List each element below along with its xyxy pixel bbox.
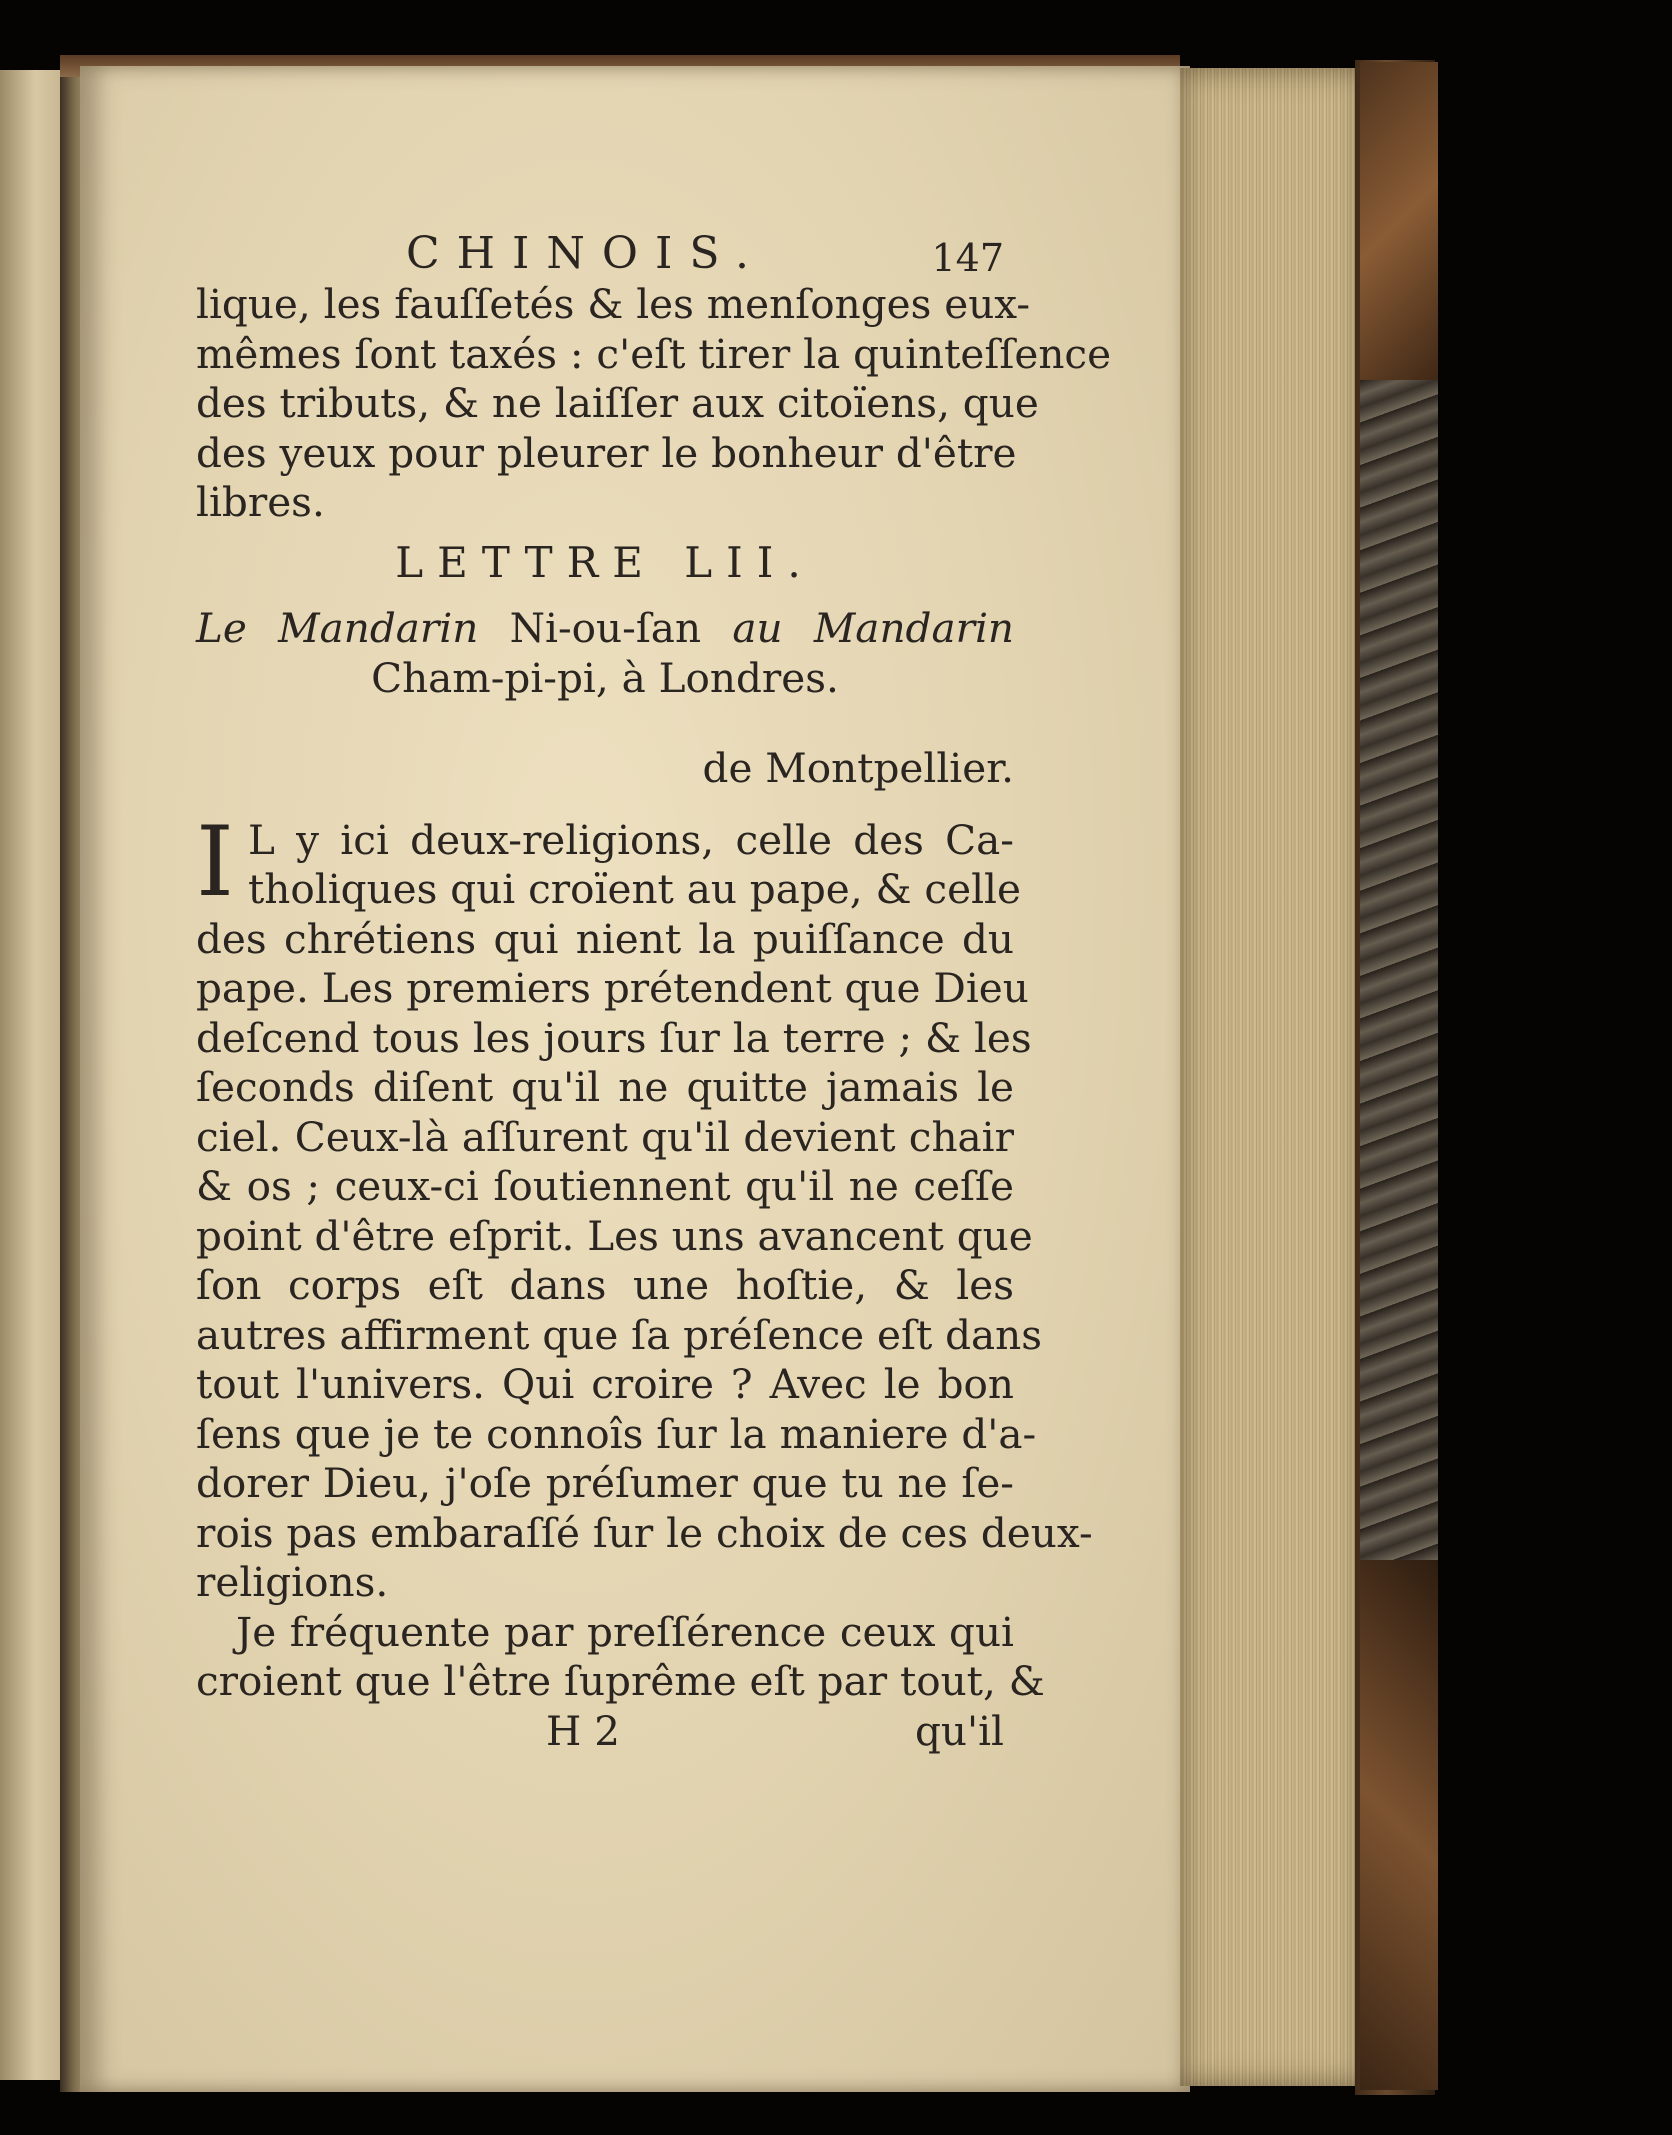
text-line: tout l'univers. Qui croire ? Avec le bon xyxy=(196,1360,1014,1408)
page-number: 147 xyxy=(931,236,1004,280)
text-line: croient que l'être ſuprême eſt par tout, & xyxy=(196,1657,1045,1705)
text-line: des tributs, & ne laiſſer aux citoïens, que xyxy=(196,379,1039,427)
text-line: pape. Les premiers prétendent que Dieu xyxy=(196,964,1029,1012)
page-header xyxy=(196,228,1014,284)
text-line: L y ici deux-religions, celle des Ca- xyxy=(248,815,1014,864)
text-line: dorer Dieu, j'oſe préſumer que tu ne ſe- xyxy=(196,1459,1014,1507)
address-line xyxy=(196,604,1014,654)
marbled-cover xyxy=(1360,380,1438,1560)
address-italic: Le Mandarin xyxy=(196,603,479,652)
text-line: religions. xyxy=(196,1558,389,1606)
text-line: & os ; ceux-ci ſoutiennent qu'il ne ceſſe xyxy=(196,1162,1014,1210)
text-line: ſeconds diſent qu'il ne quitte jamais le xyxy=(196,1063,1014,1111)
letter-heading: LETTRE LII. xyxy=(395,537,815,587)
place-line: de Montpellier. xyxy=(702,743,1014,792)
recipient-line: Cham-pi-pi, à Londres. xyxy=(371,653,839,702)
address-italic: au Mandarin xyxy=(732,603,1015,652)
text-line: ſens que je te connoîs ſur la maniere d'a- xyxy=(196,1409,1037,1458)
page-footer xyxy=(196,1707,1014,1757)
text-line: des yeux pour pleurer le bonheur d'être xyxy=(196,428,1017,477)
leather-corner-top xyxy=(1360,62,1438,382)
text-line: libres. xyxy=(196,478,325,526)
text-line: ciel. Ceux-là aſſurent qu'il devient chair xyxy=(196,1112,1014,1161)
text-line: mêmes ſont taxés : c'eſt tirer la quinteſſence xyxy=(196,329,1112,378)
dropcap-block xyxy=(196,805,1021,918)
text-line: rois pas embaraſſé ſur le choix de ces deux- xyxy=(196,1508,1093,1557)
drop-cap: I xyxy=(196,805,234,918)
text-line: tholiques qui croïent au pape, & celle xyxy=(248,865,1021,913)
text-block xyxy=(196,280,1112,1757)
text-line: des chrétiens qui nient la puiſſance du xyxy=(196,914,1014,963)
text-line: ſon corps eſt dans une hoſtie, & les xyxy=(196,1261,1014,1309)
running-title: CHINOIS. xyxy=(406,228,766,279)
page-fore-edge xyxy=(1180,68,1365,2086)
text-line: Je fréquente par preſſérence ceux qui xyxy=(236,1607,1014,1656)
catchword: qu'il xyxy=(914,1706,1004,1755)
text-line: deſcend tous les jours ſur la terre ; & les xyxy=(196,1013,1032,1062)
text-line: lique, les fauſſetés & les menſonges eux- xyxy=(196,280,1031,328)
leather-corner-bottom xyxy=(1360,1560,1438,2090)
text-line: point d'être eſprit. Les uns avancent que xyxy=(196,1211,1033,1260)
text-line: autres affirment que ſa préſence eſt dans xyxy=(196,1310,1043,1359)
sender-name: Ni-ou-ſan xyxy=(509,603,702,652)
signature-mark: H 2 xyxy=(546,1706,620,1755)
